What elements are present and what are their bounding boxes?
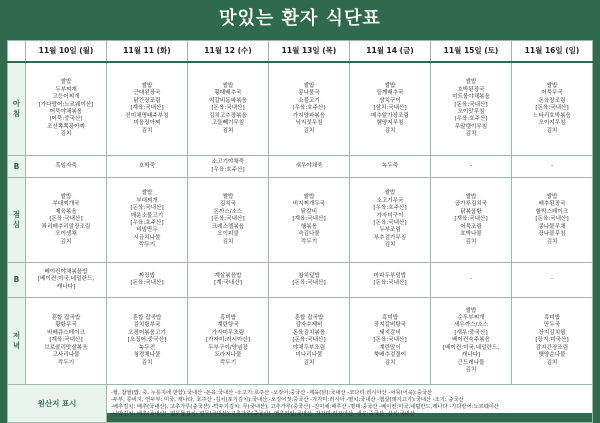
menu-item: 새우야채죽 xyxy=(295,162,323,169)
origin-line: -쌀, 찹쌀(밥, 죽, 누룽지에 한함):국내산 -돈육:국내산 -소고기:호주산 -오징어:중국산 -계육(닭):국내산 -코다리:러시아산 -어묵(어육):중국산 xyxy=(111,389,433,396)
menu-item: 쌀밥 xyxy=(141,83,153,90)
meal-label: B xyxy=(8,156,26,178)
menu-cell-fri xyxy=(350,178,431,263)
menu-cell-tue xyxy=(107,298,188,385)
meal-label: B xyxy=(8,263,26,298)
menu-cell-thu xyxy=(269,298,350,385)
menu-item: [계육:국내산] xyxy=(292,216,326,223)
day-header-wed: 11월 12 (수) xyxy=(188,41,269,63)
menu-item: 쌀밥 xyxy=(465,79,477,86)
menu-item: [돈육:국내산] xyxy=(373,337,407,344)
origin-notes xyxy=(107,385,593,423)
menu-item: 들깨배추국 xyxy=(376,90,404,97)
menu-cell-fri xyxy=(350,62,431,156)
menu-cell-sat xyxy=(431,156,512,178)
menu-item: (어묵:중국산) xyxy=(49,116,83,123)
menu-item: 쌀밥 xyxy=(141,190,153,197)
menu-item: 황탕무국 xyxy=(55,322,77,329)
menu-item: 김치 xyxy=(222,238,234,245)
menu-item: 김치 xyxy=(546,359,558,366)
menu-item: 숙김나물 xyxy=(298,231,320,238)
menu-cell-fri xyxy=(350,156,431,178)
menu-item: [돈육:국내산] xyxy=(130,280,164,286)
menu-cell-mon xyxy=(26,178,107,263)
menu-item: 혼합 잡곡밥 xyxy=(294,315,324,322)
menu-item: 부추겉가무침 xyxy=(373,234,407,241)
menu-item: 녹두전 xyxy=(138,344,156,351)
menu-cell-tue xyxy=(107,62,188,156)
menu-item: 장지갈비탕국 xyxy=(373,322,407,329)
menu-item: 김치국 xyxy=(219,201,237,208)
menu-item: 매운소불고기 xyxy=(130,212,164,219)
menu-item: 미음장아찌 xyxy=(133,120,161,127)
menu-item: 쌀밥 xyxy=(222,194,234,201)
menu-item: 쌀밥 xyxy=(60,194,72,201)
snack-row-2 xyxy=(8,263,593,298)
menu-cell-sun xyxy=(512,298,593,385)
menu-item: 닭간장조림 xyxy=(133,97,161,104)
menu-item: [계육:국내산] xyxy=(130,105,164,112)
menu-item: 비빔만두 xyxy=(136,227,158,234)
menu-item: 깍두기 xyxy=(138,242,156,249)
menu-item: 깍두기 xyxy=(300,238,318,245)
menu-item: 브로콜리맛살볶음 xyxy=(44,344,88,351)
menu-item: 어묵조림 xyxy=(460,223,482,230)
origin-line: -배추김치: 배추(국내산), 고추가루(중국산) -깍두기김치: 무(국내산), 고추가루(중국산) -진미채:페루산 -명태:중국산 -베이컨:미국,네덜란드,캐나다 -가다랑어:노르웨이산 xyxy=(111,403,500,410)
menu-item: 짜장밥 xyxy=(138,272,156,279)
menu-item: 메추알가장조림 xyxy=(371,112,409,119)
menu-item: 장지김치찜 xyxy=(538,329,566,336)
menu-item: 김치 xyxy=(303,359,315,366)
menu-item: 호박죽 xyxy=(138,162,156,169)
menu-item: 부대찌개 xyxy=(136,197,158,204)
day-header-mon: 11월 10일 (월) xyxy=(26,41,107,63)
menu-item: 장나물무침 xyxy=(538,231,566,238)
menu-cell-mon xyxy=(26,156,107,178)
menu-item: 근대된장국 xyxy=(133,90,161,97)
menu-item: 콩나물무채 xyxy=(538,223,566,230)
menu-cell-sun xyxy=(512,62,593,156)
menu-item: 녹두죽 xyxy=(381,162,399,169)
menu-item: 야채두부조림 xyxy=(292,344,326,351)
menu-item: 가지양파볶음 xyxy=(292,112,326,119)
menu-item: 비지찌개두국 xyxy=(292,201,326,208)
menu-item: 공가루김치국 xyxy=(454,201,488,208)
menu-item: 흑미밥 xyxy=(219,315,237,322)
menu-item: 어묵무국 xyxy=(541,90,563,97)
menu-item: [돈육:국내산] xyxy=(211,216,245,223)
menu-item: [돈육:국내산] xyxy=(292,280,326,286)
menu-item: 베이컨야채볶음밥 xyxy=(44,268,88,275)
menu-item: 근드레나물 xyxy=(457,359,485,366)
menu-item: 쌀밥 xyxy=(546,194,558,201)
snack-row-1 xyxy=(8,156,593,178)
menu-item: (우육:호주산) xyxy=(292,105,326,112)
menu-cell-tue xyxy=(107,156,188,178)
menu-item: 흑미밥 xyxy=(381,315,399,322)
menu-item: 계란말이 xyxy=(379,344,401,351)
menu-item: 쌀밥 xyxy=(222,83,234,90)
menu-item: 김치 xyxy=(465,238,477,245)
menu-item: 고들빼기무침 xyxy=(211,120,245,127)
menu-item: [돈육:국내산] xyxy=(292,337,326,344)
menu-item: 청경채나물 xyxy=(133,352,161,359)
menu-item: 새우까스/소스 xyxy=(453,322,489,329)
menu-item: 김치 xyxy=(141,359,153,366)
menu-cell-thu xyxy=(269,263,350,298)
menu-item: 쑥배추겉절이 xyxy=(373,352,407,359)
menu-item: 김치 xyxy=(546,238,558,245)
menu-item: 혼합 잡곡밥 xyxy=(132,315,162,322)
menu-item: 느타리호박볶음 xyxy=(533,112,571,119)
header-row xyxy=(8,41,593,63)
menu-item: 크레스젤볶음 xyxy=(211,223,245,230)
menu-item: 시금치나물 xyxy=(133,234,161,241)
menu-cell-wed xyxy=(188,62,269,156)
menu-item: 진미채명태주부침 xyxy=(125,112,169,119)
menu-item: 만두국 xyxy=(543,322,561,329)
day-header-tue: 11월 11 (화) xyxy=(107,41,188,63)
origin-row xyxy=(8,385,593,423)
menu-cell-thu xyxy=(269,156,350,178)
menu-item: 오이맛무침 xyxy=(457,109,485,115)
menu-item: [계육:국내산] xyxy=(454,216,488,223)
menu-item: 감자간장조림 xyxy=(535,344,569,351)
origin-line: -두부, 콩비지, 연두부: 미국, 캐나다, 호주산 -김치(포기김치):국내산 -오징어젓:중국산 -가자미:러시아 -멸치:국내산 -햄살(돼지고기):국내산 -조기: 중국산 xyxy=(111,396,464,403)
menu-item: [우육:호주산] xyxy=(373,205,407,212)
menu-item: 감자수제비 xyxy=(295,322,323,329)
day-header-fri: 11월 14 (금) xyxy=(350,41,431,63)
menu-cell-sat xyxy=(431,178,512,263)
menu-item: 닭갈비 xyxy=(300,208,318,215)
menu-item: 참치덮밥 xyxy=(298,272,320,279)
menu-item: [계:국내산] xyxy=(214,280,242,286)
menu-cell-sun xyxy=(512,156,593,178)
menu-item: 쌀밥 xyxy=(303,83,315,90)
menu-cell-sun xyxy=(512,178,593,263)
menu-item: 햇양순나물 xyxy=(538,352,566,359)
menu-item: 쌀밥 xyxy=(303,194,315,201)
menu-table xyxy=(7,40,593,423)
menu-item: 김치 xyxy=(384,127,396,134)
menu-cell-sat xyxy=(431,263,512,298)
menu-item: 깍두기 xyxy=(57,359,75,366)
menu-item: 두부구이/양념장 xyxy=(208,344,248,351)
menu-item: 김치 xyxy=(384,359,396,366)
origin-label: 원산지 표시 xyxy=(8,385,107,423)
menu-cell-sat xyxy=(431,62,512,156)
header-corner xyxy=(8,41,26,63)
menu-item: 쌀밥 xyxy=(60,79,72,86)
menu-item: [우육:호주산] xyxy=(130,220,164,226)
menu-item: 오이지무침 xyxy=(538,120,566,127)
menu-item: 소불고기 xyxy=(298,97,320,104)
menu-item: 쌀밥 xyxy=(546,83,558,90)
menu-cell-tue xyxy=(107,178,188,263)
menu-item: 김치탕부국 xyxy=(133,322,161,329)
menu-item: 김치 xyxy=(546,127,558,134)
menu-cell-mon xyxy=(26,263,107,298)
menu-item: 삼치구이 xyxy=(379,97,401,104)
menu-item: 흑미밥 xyxy=(543,315,561,322)
menu-item: 제육볶음 xyxy=(55,208,77,215)
menu-item: 가자미구이 xyxy=(376,212,404,219)
menu-item: 두부찌개 xyxy=(55,86,77,93)
menu-item: - xyxy=(550,276,554,283)
menu-item: 호박된장국 xyxy=(457,86,485,93)
menu-item: 흑임자죽 xyxy=(55,162,77,169)
menu-item: 어묵야채볶음 xyxy=(49,109,83,115)
breakfast-row xyxy=(8,62,593,156)
menu-item: [돈육:국내산] xyxy=(373,280,407,286)
menu-item: 부대찌개국 xyxy=(52,201,80,208)
menu-cell-sat xyxy=(431,298,512,385)
menu-item: (우육:호주산) xyxy=(454,116,488,123)
menu-item: [돈육:국내산] xyxy=(535,216,569,223)
menu-cell-wed xyxy=(188,298,269,385)
menu-item: [오징어:중국산] xyxy=(127,337,167,344)
meal-label: 저 녁 xyxy=(8,298,26,385)
day-header-sat: 11월 15일 (토) xyxy=(431,41,512,63)
menu-item: - xyxy=(469,276,473,283)
menu-cell-sun xyxy=(512,263,593,298)
menu-item: 캐나다] xyxy=(56,283,76,290)
menu-board xyxy=(7,40,593,417)
menu-item: 닭볶음탕 xyxy=(460,208,482,215)
menu-cell-mon xyxy=(26,62,107,156)
menu-item: 계란탕국 xyxy=(217,322,239,329)
menu-item: 김치 xyxy=(384,242,396,249)
menu-item: [돈육:국내산] xyxy=(373,220,407,226)
menu-item: 김치 xyxy=(465,131,477,138)
menu-item: [베이컨:미국,네덜란드, xyxy=(442,344,500,351)
menu-item: 가자미무조림 xyxy=(211,329,245,336)
menu-item: 김치 xyxy=(465,366,477,373)
menu-cell-tue xyxy=(107,263,188,298)
menu-cell-fri xyxy=(350,298,431,385)
menu-item: [돈육:국내산] xyxy=(130,205,164,212)
menu-item: 쌀밥 xyxy=(465,307,477,314)
menu-cell-fri xyxy=(350,263,431,298)
menu-item: 고사리나물 xyxy=(52,352,80,359)
page-title: 맛있는 환자 식단표 xyxy=(219,8,381,29)
menu-item: 김치 xyxy=(303,127,315,134)
menu-item: 쌀밥 xyxy=(465,194,477,201)
menu-item: 조선쪽쪽장아찌 xyxy=(47,123,85,130)
menu-item: 낙지젓무침 xyxy=(295,120,323,127)
menu-cell-wed xyxy=(188,178,269,263)
menu-item: 햄양지무침 xyxy=(376,120,404,127)
menu-item: 혼합 잡곡밥 xyxy=(51,315,81,322)
menu-item: 순두부찌개 xyxy=(457,315,485,322)
menu-item: 돈육김치볶음 xyxy=(292,329,326,336)
menu-item: 황태배추국 xyxy=(214,90,242,97)
menu-cell-mon xyxy=(26,298,107,385)
menu-item: 꽈리매추리알장조림 xyxy=(41,223,91,230)
menu-item: 오이생채 xyxy=(55,231,77,238)
menu-item: 무말랭이무침 xyxy=(454,123,488,130)
meal-label: 점 심 xyxy=(8,178,26,263)
origin-line: -나박김치: 배추(국내산) -열무물김치: 열무(국내산),고추가루(중국산) -메추리알:국내산 -가자미:러시아산 -새우:중국산 -삼치:국내산 xyxy=(111,410,415,417)
menu-item: [장지:미국산] xyxy=(535,337,569,344)
dinner-row xyxy=(8,298,593,385)
menu-item: 소고기야채죽 xyxy=(211,159,245,166)
menu-item: [삼치:국내산] xyxy=(373,105,407,112)
menu-item: 콩나물국 xyxy=(298,90,320,97)
menu-item: 미트볼야채볶음 xyxy=(452,94,490,101)
menu-item: [돈육:국내산] xyxy=(211,105,245,112)
menu-item: 오징어볶음고기 xyxy=(128,329,166,336)
menu-item: 바베큐스테이크 xyxy=(47,329,85,336)
menu-item: [새우:중국산] xyxy=(454,329,488,336)
menu-item: 김치 xyxy=(60,131,72,138)
menu-item: [가다랑어:노르웨이산] xyxy=(38,101,94,108)
menu-item: [돈육:국내산] xyxy=(535,105,569,112)
menu-body xyxy=(8,62,593,423)
menu-cell-wed xyxy=(188,263,269,298)
menu-item: 호박나물 xyxy=(460,231,482,238)
menu-item: - xyxy=(469,162,473,169)
menu-cell-thu xyxy=(269,178,350,263)
menu-item: 오이피클 xyxy=(217,231,239,238)
menu-item: 김치 xyxy=(222,127,234,134)
menu-item: [가자미:러시아산] xyxy=(205,337,251,344)
menu-item: [돈육:국내산] xyxy=(454,101,488,108)
menu-item: 돼지갈비 xyxy=(379,329,401,336)
menu-item: [돈육:국내산] xyxy=(49,216,83,223)
menu-item: 캐나다] xyxy=(461,352,481,359)
menu-item: 계살볶음밥 xyxy=(214,272,242,279)
menu-item: 깍두기 xyxy=(219,359,237,366)
menu-item: - xyxy=(550,162,554,169)
menu-item: 김치고추장볶음 xyxy=(209,112,247,119)
menu-item: 배추된장국 xyxy=(538,201,566,208)
menu-item: 베이컨숙주볶음 xyxy=(452,337,490,344)
day-header-sun: 11월 16일 (일) xyxy=(512,41,593,63)
menu-item: 두부조림 xyxy=(379,227,401,234)
menu-item: 돈육장조림 xyxy=(538,97,566,104)
menu-item: [베이컨:미국,네덜란드, xyxy=(37,276,95,283)
menu-item: 함박스테이크 xyxy=(535,208,569,215)
lunch-row xyxy=(8,178,593,263)
menu-item: [우육:호주산] xyxy=(211,166,245,173)
menu-item: 고등어찌개 xyxy=(52,94,80,101)
menu-item: 소고기무국 xyxy=(376,197,404,204)
menu-item: 돈까스/소스 xyxy=(213,208,243,215)
menu-item: 마파두부덮밥 xyxy=(373,272,407,279)
menu-item: 도라지나물 xyxy=(214,352,242,359)
menu-item: 쌀밥 xyxy=(384,190,396,197)
day-header-thu: 11월 13일 (목) xyxy=(269,41,350,63)
menu-item: 김치 xyxy=(141,127,153,134)
menu-cell-thu xyxy=(269,62,350,156)
menu-item: 쌀밥 xyxy=(384,83,396,90)
menu-item: [계육:국내산] xyxy=(49,337,83,344)
menu-item: 김치 xyxy=(60,238,72,245)
menu-item: 미나리나물 xyxy=(295,352,323,359)
menu-item: 햄볶음 xyxy=(300,223,318,230)
menu-item: 떡갈비동파볶음 xyxy=(209,97,247,104)
menu-cell-wed xyxy=(188,156,269,178)
meal-label: 아 침 xyxy=(8,62,26,156)
